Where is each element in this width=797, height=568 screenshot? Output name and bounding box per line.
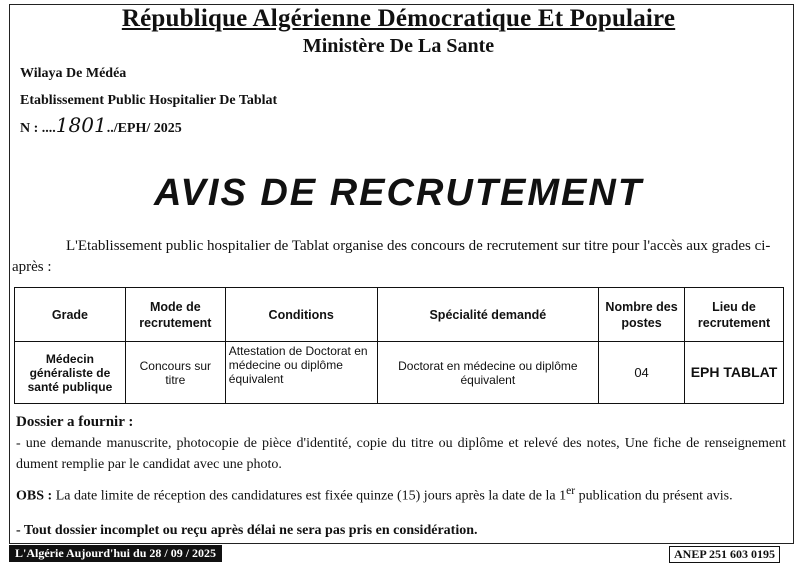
cell-nombre: 04 — [599, 342, 685, 404]
publication-source: L'Algérie Aujourd'hui du 28 / 09 / 2025 — [9, 545, 222, 562]
recruitment-table — [14, 287, 784, 404]
header-mode: Mode de recrutement — [125, 288, 225, 342]
ref-prefix: N : .... — [20, 121, 56, 136]
cell-conditions: Attestation de Doctorat en médecine ou diplôme équivalent — [225, 342, 377, 404]
establishment-line: Etablissement Public Hospitalier De Tablat — [20, 93, 278, 108]
cell-mode: Concours sur titre — [125, 342, 225, 404]
anep-reference: ANEP 251 603 0195 — [669, 546, 780, 563]
obs-superscript: er — [566, 484, 576, 497]
intro-paragraph — [12, 236, 786, 278]
header-grade: Grade — [15, 288, 126, 342]
ref-number-handwritten: 1801 — [55, 113, 107, 137]
cell-grade: Médecin généraliste de santé publique — [15, 342, 126, 404]
ref-suffix: ../EPH/ 2025 — [106, 121, 182, 136]
header-lieu: Lieu de recrutement — [685, 288, 784, 342]
intro-text: L'Etablissement public hospitalier de Tablat organise des concours de recrutement sur titre pour l'accès aux grades ci-après : — [12, 238, 771, 275]
country-title: République Algérienne Démocratique Et Populaire — [121, 5, 676, 32]
reference-line — [20, 113, 182, 137]
cell-specialite: Doctorat en médecine ou diplôme équivalent — [377, 342, 599, 404]
dossier-title: Dossier a fournir : — [16, 414, 134, 430]
dossier-items: - une demande manuscrite, photocopie de pièce d'identité, copie du titre ou diplôme et relevé des notes, Une fiche de renseignement dument remplie par le candidat avec une photo. — [16, 436, 786, 472]
ministry-title: Ministère De La Sante — [302, 35, 495, 57]
header-specialite: Spécialité demandé — [377, 288, 599, 342]
obs-text-before: La date limite de réception des candidatures est fixée quinze (15) jours après la date de la 1 — [52, 488, 567, 504]
obs-label: OBS : — [16, 488, 53, 504]
cell-lieu: EPH TABLAT — [685, 342, 784, 404]
wilaya-line: Wilaya De Médéa — [20, 66, 127, 81]
table-header-row — [15, 288, 784, 342]
header-conditions: Conditions — [225, 288, 377, 342]
header-nombre: Nombre des postes — [599, 288, 685, 342]
obs-text-after: publication du présent avis. — [575, 488, 733, 504]
obs-paragraph — [16, 480, 786, 507]
warning-line: - Tout dossier incomplet ou reçu après délai ne sera pas pris en considération. — [16, 523, 478, 538]
notice-title: AVIS DE RECRUTEMENT — [153, 172, 644, 214]
table-row — [15, 342, 784, 404]
